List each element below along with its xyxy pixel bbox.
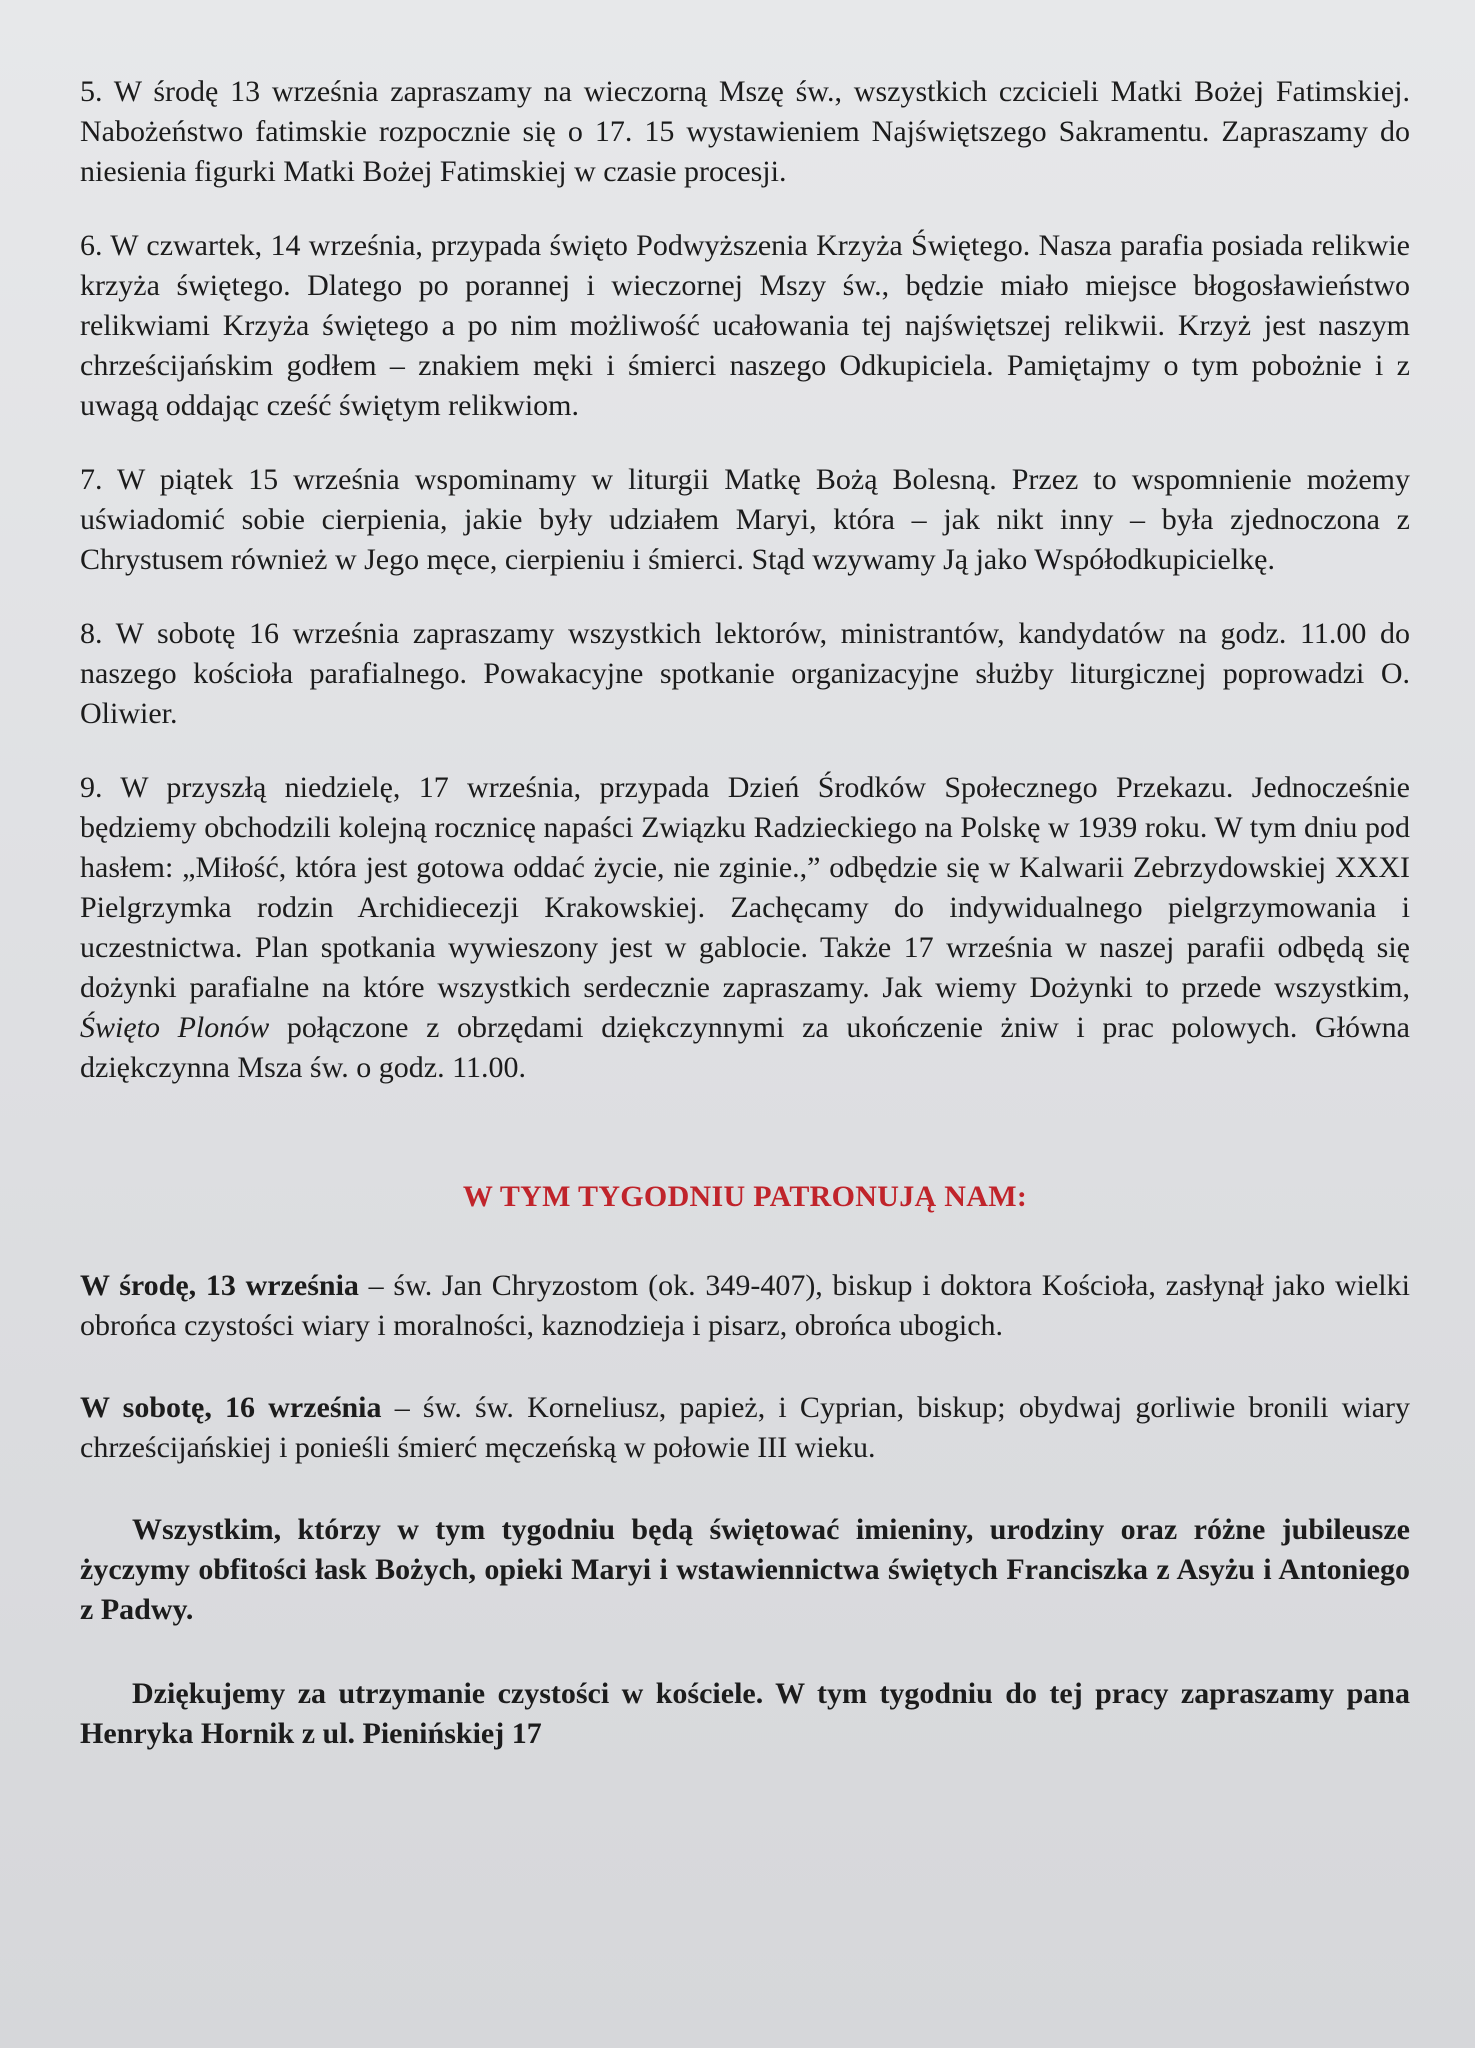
announcement-9-emphasis: Święto Plonów (80, 1011, 270, 1044)
patron-text: – św. Jan Chryzostom (ok. 349-407), biskup i doktora Kościoła, zasłynął jako wielki obrońca czystości wiary i moralności, kaznodzieja i pisarz, obrońca ubogich. (80, 1269, 1410, 1342)
announcement-9 (80, 768, 1410, 1088)
patron-date: W środę, 13 września (80, 1269, 359, 1302)
patron-entry-saturday (80, 1388, 1410, 1468)
announcement-text: 6. W czwartek, 14 września, przypada święto Podwyższenia Krzyża Świętego. Nasza parafia posiada relikwie krzyża świętego. Dlatego po porannej i wieczornej Mszy św., będzie miało miejsce błogosławieństwo relikwiami Krzyża świętego a po nim możliwość ucałowania tej najświętszej relikwii. Krzyż jest naszym chrześcijańskim godłem – znakiem męki i śmierci naszego Odkupiciela. Pamiętajmy o tym pobożnie i z uwagą oddając cześć świętym relikwiom. (80, 229, 1410, 422)
announcement-9-part-2: połączone z obrzędami dziękczynnymi za ukończenie żniw i prac polowych. Główna dziękczynna Msza św. o godz. 11.00. (80, 1011, 1410, 1084)
announcement-8 (80, 614, 1410, 734)
patron-text: – św. św. Korneliusz, papież, i Cyprian, biskup; obydwaj gorliwie bronili wiary chrześcijańskiej i ponieśli śmierć męczeńską w połowie III wieku. (80, 1391, 1410, 1464)
announcement-7 (80, 460, 1410, 580)
announcement-text: 8. W sobotę 16 września zapraszamy wszystkich lektorów, ministrantów, kandydatów na godz. 11.00 do naszego kościoła parafialnego. Powakacyjne spotkanie organizacyjne służby liturgicznej poprowadzi O. Oliwier. (80, 617, 1410, 730)
patrons-heading: W TYM TYGODNIU PATRONUJĄ NAM: (462, 1180, 1028, 1213)
announcement-text: 5. W środę 13 września zapraszamy na wieczorną Mszę św., wszystkich czcicieli Matki Bożej Fatimskiej. Nabożeństwo fatimskie rozpocznie się o 17. 15 wystawieniem Najświętszego Sakramentu. Zapraszamy do niesienia figurki Matki Bożej Fatimskiej w czasie procesji. (80, 75, 1410, 188)
announcement-9-part-1: 9. W przyszłą niedzielę, 17 września, przypada Dzień Środków Społecznego Przekazu. Jednocześnie będziemy obchodzili kolejną rocznicę napaści Związku Radzieckiego na Polskę w 1939 roku. W tym dniu pod hasłem: „Miłość, która jest gotowa oddać życie, nie zginie.,” odbędzie się w Kalwarii Zebrzydowskiej XXXI Pielgrzymka rodzin Archidiecezji Krakowskiej. Zachęcamy do indywidualnego pielgrzymowania i uczestnictwa. Plan spotkania wywieszony jest w gablocie. Także 17 września w naszej parafii odbędą się dożynki parafialne na które wszystkich serdecznie zapraszamy. Jak wiemy Dożynki to przede wszystkim, (80, 771, 1410, 1004)
announcement-6 (80, 226, 1410, 426)
document-content (80, 72, 1410, 1798)
cleaning-thanks-paragraph: Dziękujemy za utrzymanie czystości w kościele. W tym tygodniu do tej pracy zapraszamy pana Henryka Hornik z ul. Pienińskiej 17 (80, 1677, 1410, 1750)
patron-entry-wednesday (80, 1266, 1410, 1346)
announcement-text: 7. W piątek 15 września wspominamy w liturgii Matkę Bożą Bolesną. Przez to wspomnienie możemy uświadomić sobie cierpienia, jakie były udziałem Maryi, która – jak nikt inny – była zjednoczona z Chrystusem również w Jego męce, cierpieniu i śmierci. Stąd wzywamy Ją jako Współodkupicielkę. (80, 463, 1410, 576)
wishes-paragraph: Wszystkim, którzy w tym tygodniu będą świętować imieniny, urodziny oraz różne jubileusze życzymy obfitości łask Bożych, opieki Maryi i wstawiennictwa świętych Franciszka z Asyżu i Antoniego z Padwy. (80, 1513, 1410, 1626)
announcement-5 (80, 72, 1410, 192)
patron-date: W sobotę, 16 września (80, 1391, 382, 1424)
announcement-text (80, 768, 1410, 1088)
